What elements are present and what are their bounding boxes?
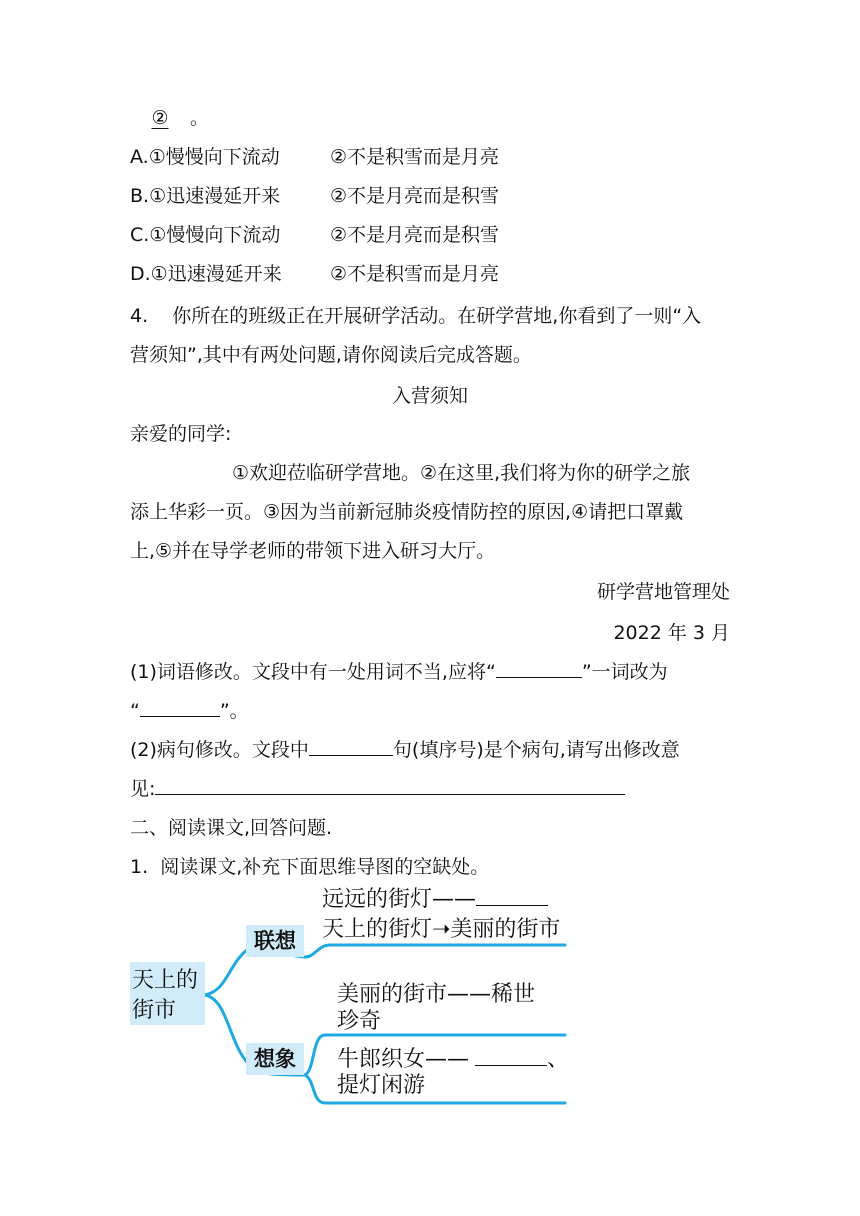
sub1-text-b: ”一词改为	[581, 661, 668, 683]
notice-signature: 研学营地管理处	[596, 581, 730, 603]
option-label: D.①迅速漫延开来	[130, 263, 282, 285]
question-4-line1: 4. 你所在的班级正在开展研学活动。在研学营地,你看到了一则“入	[130, 305, 702, 327]
notice-title: 入营须知	[391, 385, 468, 407]
section-2-question-1: 1. 阅读课文,补充下面思维导图的空缺处。	[130, 856, 490, 878]
circled-number: ②	[151, 107, 169, 129]
notice-date: 2022 年 3 月	[613, 622, 730, 644]
leaf-imagination-1: 美丽的街市——稀世	[337, 982, 536, 1007]
option-label: B.①迅速漫延开来	[130, 185, 281, 207]
sub1-text-a: (1)词语修改。文段中有一处用词不当,应将“	[130, 661, 496, 683]
notice-body-line1: ①欢迎莅临研学营地。②在这里,我们将为你的研学之旅	[232, 462, 691, 484]
sub2-text-b: 句(填序号)是个病句,请写出修改意	[392, 739, 680, 761]
leaf-association-2: 天上的街灯➝美丽的街市	[322, 917, 561, 942]
answer-blank[interactable]	[476, 883, 548, 906]
notice-body-line2: 添上华彩一页。③因为当前新冠肺炎疫情防控的原因,④请把口罩戴	[130, 501, 684, 523]
leaf-imagination-2: 珍奇	[337, 1009, 382, 1034]
option-second: ②不是积雪而是月亮	[330, 146, 500, 168]
sub2-text-a: (2)病句修改。文段中	[130, 739, 309, 761]
notice-greeting: 亲爱的同学:	[130, 423, 232, 445]
option-label: A.①慢慢向下流动	[130, 146, 280, 168]
root-line1: 天上的	[132, 968, 199, 993]
leaf-imagination-4: 提灯闲游	[337, 1073, 426, 1098]
question-4-line2: 营须知”,其中有两处问题,请你阅读后完成答题。	[130, 344, 532, 366]
section-2-heading: 二、阅读课文,回答问题.	[130, 817, 333, 839]
leaf-text: 牛郎织女——	[337, 1047, 470, 1072]
leaf-association-1	[322, 883, 548, 915]
leaf-text: 远远的街灯——	[322, 887, 477, 912]
sub1-text-c: “	[130, 700, 140, 722]
sub2-text-c: 见:	[130, 778, 156, 800]
fragment-tail: 。	[190, 107, 210, 129]
notice-body-line3: 上,⑤并在导学老师的带领下进入研习大厅。	[130, 540, 496, 562]
sub1-text-d: ”。	[219, 700, 249, 722]
branch-node-imagination: 想象	[246, 1043, 304, 1075]
option-second: ②不是月亮而是积雪	[330, 185, 500, 207]
root-line2: 街市	[132, 998, 177, 1023]
option-second: ②不是积雪而是月亮	[330, 263, 500, 285]
leaf-tail: 、	[547, 1047, 570, 1072]
root-node	[130, 962, 205, 1025]
answer-blank[interactable]	[475, 1043, 547, 1066]
branch-node-association: 联想	[246, 925, 304, 957]
option-label: C.①慢慢向下流动	[130, 224, 281, 246]
option-second: ②不是月亮而是积雪	[330, 224, 500, 246]
